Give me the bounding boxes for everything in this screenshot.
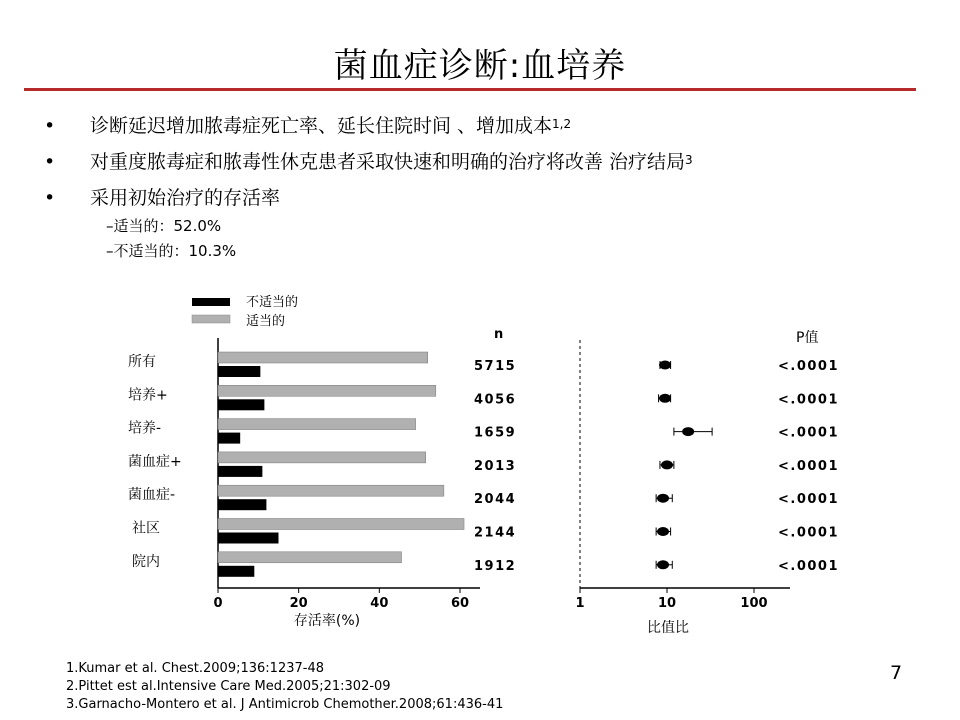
- p-value: <.0001: [778, 525, 840, 541]
- legend-swatch-inappropriate: [192, 298, 230, 306]
- p-value: <.0001: [778, 558, 840, 574]
- bullet-text: 采用初始治疗的存活率: [90, 187, 281, 209]
- x-tick-label: 40: [370, 596, 389, 611]
- bar-appropriate: [218, 485, 444, 496]
- n-value: 1912: [474, 558, 517, 574]
- n-value: 4056: [474, 392, 517, 408]
- bullet-dot-icon: •: [44, 151, 56, 173]
- forest-x-tick-label: 10: [657, 596, 677, 611]
- n-value: 2144: [474, 525, 517, 541]
- forest-x-axis-label: 比值比: [647, 620, 689, 636]
- forest-point: [657, 494, 669, 503]
- p-value: <.0001: [778, 492, 840, 508]
- forest-point: [661, 460, 673, 469]
- category-label: 院内: [132, 553, 160, 570]
- bar-appropriate: [218, 452, 426, 463]
- x-tick-label: 0: [213, 596, 223, 611]
- category-label: 所有: [128, 354, 156, 370]
- category-label: 菌血症-: [128, 487, 176, 504]
- bar-appropriate: [218, 552, 402, 563]
- bar-inappropriate: [218, 533, 279, 544]
- slide-title: 菌血症诊断:血培养: [333, 46, 627, 86]
- category-label: 菌血症+: [128, 453, 182, 470]
- bar-inappropriate: [218, 399, 264, 410]
- bar-appropriate: [218, 419, 416, 430]
- bar-inappropriate: [218, 466, 262, 477]
- bullet-text: 诊断延迟增加脓毒症死亡率、延长住院时间 、增加成本: [90, 115, 553, 137]
- p-value: <.0001: [778, 458, 840, 474]
- forest-point: [659, 361, 671, 370]
- bar-inappropriate: [218, 366, 260, 377]
- bullet-citation: 3: [685, 153, 693, 167]
- bar-appropriate: [218, 385, 436, 396]
- forest-point: [682, 427, 694, 436]
- n-value: 1659: [474, 425, 517, 441]
- n-header: n: [494, 327, 504, 342]
- p-value: <.0001: [778, 425, 840, 441]
- x-tick-label: 20: [289, 596, 308, 611]
- p-value: <.0001: [778, 359, 840, 374]
- n-value: 2044: [474, 492, 517, 508]
- n-value: 5715: [474, 359, 517, 374]
- forest-x-tick-label: 1: [575, 596, 585, 611]
- bar-x-axis-label: 存活率(%): [293, 613, 361, 629]
- x-tick-label: 60: [450, 596, 470, 611]
- sub-bullet-inappropriate: –不适当的：10.3%: [106, 242, 237, 260]
- n-value: 2013: [474, 458, 517, 474]
- legend-swatch-appropriate: [192, 315, 230, 323]
- category-label: 培养+: [128, 387, 168, 404]
- legend-label-appropriate: 适当的: [246, 314, 286, 329]
- bar-inappropriate: [218, 566, 254, 577]
- footnote: 2.Pittet est al.Intensive Care Med.2005;21:302-09: [66, 679, 391, 694]
- forest-point: [659, 394, 671, 403]
- footnote: 3.Garnacho-Montero et al. J Antimicrob Chemother.2008;61:436-41: [66, 697, 504, 712]
- footnotes: [66, 660, 503, 714]
- bullet-dot-icon: •: [44, 187, 56, 209]
- bar-inappropriate: [218, 433, 240, 444]
- p-header: P值: [796, 330, 819, 346]
- category-label: 培养-: [128, 420, 162, 437]
- p-value: <.0001: [778, 392, 840, 408]
- forest-point: [657, 560, 669, 569]
- bullet-citation: 1,2: [552, 117, 572, 131]
- forest-x-tick-label: 100: [740, 596, 768, 611]
- bullet-text: 对重度脓毒症和脓毒性休克患者采取快速和明确的治疗将改善 治疗结局: [90, 151, 686, 173]
- category-label: 社区: [132, 520, 160, 537]
- bar-inappropriate: [218, 499, 266, 510]
- legend-label-inappropriate: 不适当的: [246, 295, 299, 310]
- bullet-dot-icon: •: [44, 115, 56, 137]
- page-number: 7: [890, 662, 903, 684]
- bar-appropriate: [218, 519, 464, 530]
- sub-bullet-appropriate: –适当的：52.0%: [106, 217, 222, 235]
- forest-point: [657, 527, 669, 536]
- footnote: 1.Kumar et al. Chest.2009;136:1237-48: [66, 661, 324, 676]
- bar-appropriate: [218, 352, 428, 363]
